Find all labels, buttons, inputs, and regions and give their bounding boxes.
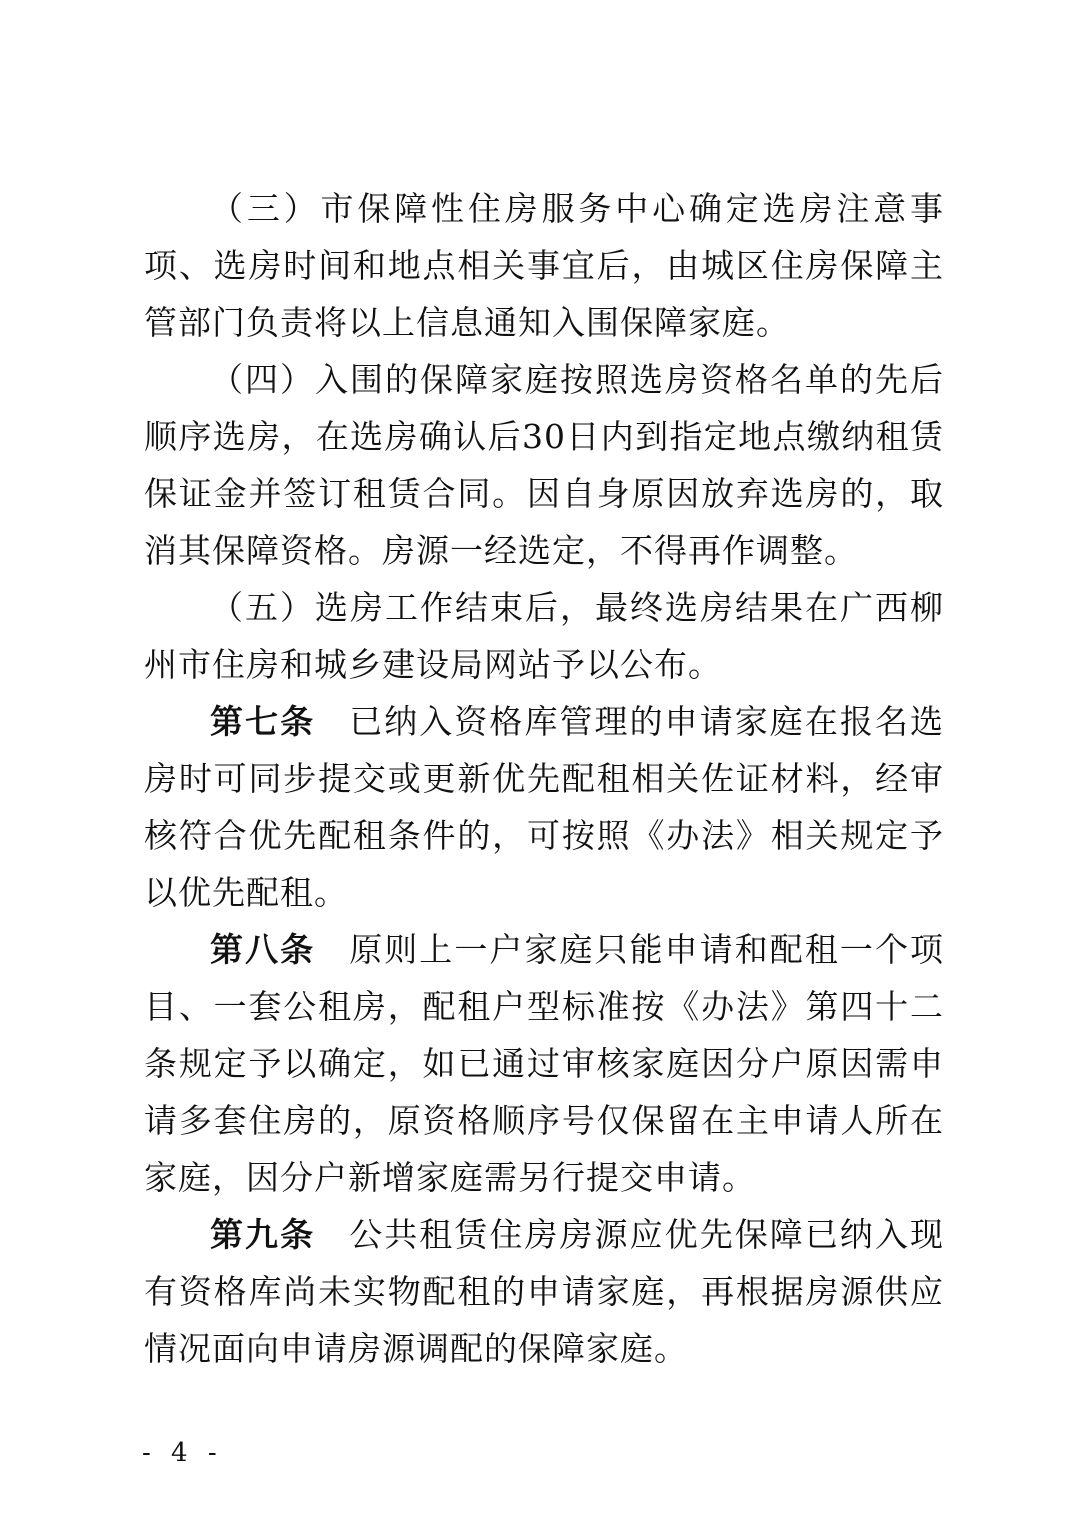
article-9-text: 公共租赁住房房源应优先保障已纳入现有资格库尚未实物配租的申请家庭，再根据房源供应情况面向申请房源调配的保障家庭。 <box>144 1215 945 1368</box>
paragraph-item-4: （四）入围的保障家庭按照选房资格名单的先后顺序选房，在选房确认后30日内到指定地点缴纳租赁保证金并签订租赁合同。因自身原因放弃选房的，取消其保障资格。房源一经选定，不得再作调整。 <box>144 360 944 570</box>
paragraph-item-5: （五）选房工作结束后，最终选房结果在广西柳州市住房和城乡建设局网站予以公布。 <box>144 588 944 684</box>
article-7 <box>144 693 944 921</box>
article-8-text: 原则上一户家庭只能申请和配租一个项目、一套公租房，配租户型标准按《办法》第四十二条规定予以确定，如已通过审核家庭因分户原因需申请多套住房的，原资格顺序号仅保留在主申请人所在家庭，因分户新增家庭需另行提交申请。 <box>144 930 945 1197</box>
document-body <box>144 180 944 1377</box>
article-9 <box>144 1206 944 1377</box>
article-7-label: 第七条 <box>210 702 316 741</box>
article-7-text: 已纳入资格库管理的申请家庭在报名选房时可同步提交或更新优先配租相关佐证材料，经审核符合优先配租条件的，可按照《办法》相关规定予以优先配租。 <box>144 702 945 912</box>
article-9-label: 第九条 <box>210 1215 316 1254</box>
article-8 <box>144 921 944 1206</box>
page-number: - 4 - <box>142 1438 223 1468</box>
paragraph-item-3: （三）市保障性住房服务中心确定选房注意事项、选房时间和地点相关事宜后，由城区住房保障主管部门负责将以上信息通知入围保障家庭。 <box>144 189 944 342</box>
article-8-label: 第八条 <box>210 930 316 969</box>
